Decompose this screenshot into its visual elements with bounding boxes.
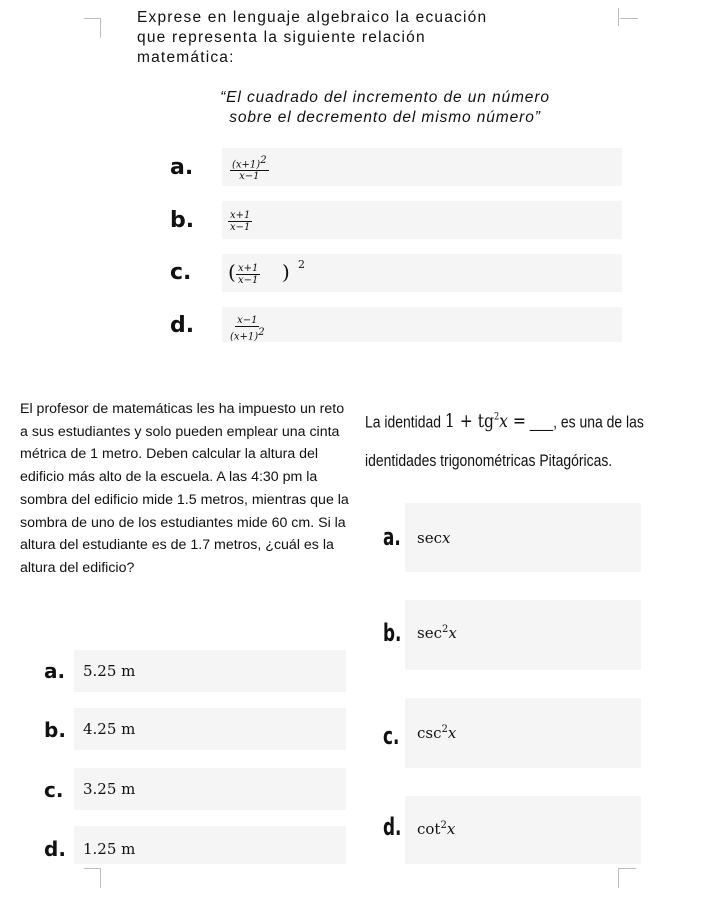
question-1-prompt: Exprese en lenguaje algebraico la ecuación que representa la siguiente relación matemática: bbox=[137, 9, 488, 66]
q2-option-c-label: c. bbox=[44, 778, 64, 802]
fraction: $\frac{x-1}{(x+1)^2}$ bbox=[230, 315, 265, 343]
answer-blank: ___ bbox=[529, 412, 554, 432]
q2-option-a-label: a. bbox=[44, 659, 66, 683]
q2-option-a[interactable] bbox=[74, 650, 346, 692]
fraction: $\frac{(x+1)^2}{x-1}$ bbox=[232, 155, 267, 183]
close-paren: ) bbox=[282, 260, 290, 284]
fraction: $\frac{x+1}{x-1}$ bbox=[230, 210, 251, 233]
q3-option-c[interactable] bbox=[405, 698, 641, 768]
exponent: 2 bbox=[298, 258, 305, 271]
option-value: 4.25 m bbox=[83, 720, 136, 738]
crop-mark bbox=[84, 868, 101, 869]
q2-option-b-label: b. bbox=[44, 718, 66, 742]
crop-mark bbox=[620, 18, 638, 19]
open-paren: ( bbox=[228, 260, 236, 284]
q1-option-b[interactable] bbox=[222, 201, 622, 239]
crop-mark bbox=[84, 18, 101, 19]
q3-option-b-label: b. bbox=[383, 619, 402, 647]
option-value: 1.25 m bbox=[83, 840, 136, 858]
crop-mark bbox=[618, 8, 619, 26]
q2-option-d-label: d. bbox=[44, 837, 66, 861]
question-2-prompt: El profesor de matemáticas les ha impuesto un reto a sus estudiantes y solo pueden emplear una cinta métrica de 1 metro. Deben calcular la altura del edificio más alto de la escuela. A las 4:30 pm la sombra del edificio mide 1.5 metros, mientras que la sombra de uno de los estudiantes mide 60 cm. Si la altura del estudiante es de 1.7 metros, ¿cuál es la altura del edificio? bbox=[20, 401, 349, 576]
q1-option-a[interactable] bbox=[222, 148, 622, 186]
q3-option-d-label: d. bbox=[383, 813, 402, 841]
option-value: 3.25 m bbox=[83, 780, 136, 798]
q3-option-d[interactable] bbox=[405, 796, 641, 864]
option-value: $\cot^2x$ bbox=[417, 820, 456, 838]
option-value: secx bbox=[417, 529, 451, 547]
q2-option-d[interactable] bbox=[74, 826, 346, 864]
crop-mark bbox=[618, 868, 636, 869]
q1-option-b-label: b. bbox=[170, 208, 195, 233]
q1-option-d[interactable] bbox=[222, 307, 622, 342]
q3-option-b[interactable] bbox=[405, 600, 641, 670]
crop-mark bbox=[100, 868, 101, 888]
q1-option-d-label: d. bbox=[170, 313, 195, 338]
question-1-quote: “El cuadrado del incremento de un número sobre el decremento del mismo número” bbox=[220, 89, 550, 126]
q1-option-a-label: a. bbox=[170, 155, 194, 180]
q3-option-a[interactable] bbox=[405, 503, 641, 572]
option-value: $\csc^2x$ bbox=[417, 724, 457, 742]
crop-mark bbox=[618, 868, 619, 888]
crop-mark bbox=[100, 18, 101, 38]
option-value: $\sec^2x$ bbox=[417, 624, 457, 642]
q2-option-b[interactable] bbox=[74, 708, 346, 750]
question-3-prompt: La identidad $1 + tg^2x$ = ___, es una de las identidades trigonométricas Pitagóricas. bbox=[365, 410, 644, 471]
fraction: $\frac{x+1}{x-1}$ bbox=[238, 263, 259, 286]
q3-option-c-label: c. bbox=[383, 722, 400, 750]
q1-option-c[interactable] bbox=[222, 254, 622, 292]
q1-option-c-label: c. bbox=[170, 260, 192, 285]
q2-option-c[interactable] bbox=[74, 768, 346, 810]
q3-option-a-label: a. bbox=[383, 523, 401, 551]
option-value: 5.25 m bbox=[83, 662, 136, 680]
